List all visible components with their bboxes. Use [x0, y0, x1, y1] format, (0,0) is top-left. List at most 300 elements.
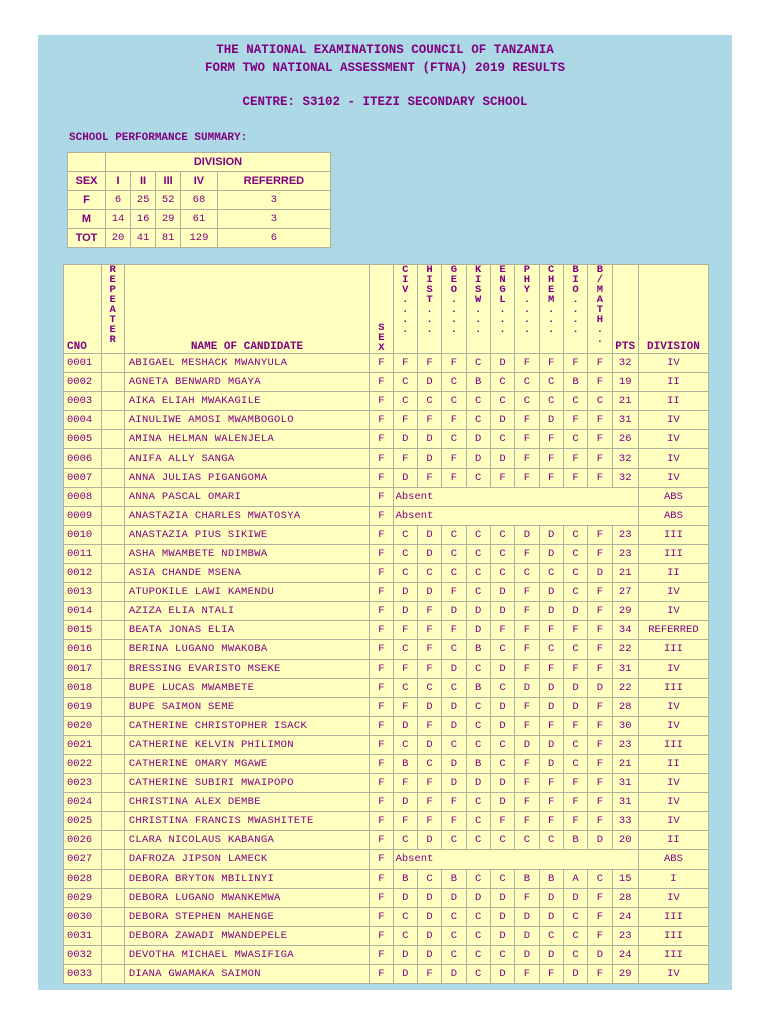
subject-grade: D [393, 793, 417, 812]
subject-grade: C [563, 926, 587, 945]
subject-grade: D [442, 659, 466, 678]
candidate-sex: F [370, 525, 393, 544]
performance-summary-table [67, 152, 331, 248]
subject-grade: D [417, 831, 441, 850]
repeater-cell [101, 735, 124, 754]
subject-grade: F [539, 774, 563, 793]
subject-grade: C [539, 564, 563, 583]
subject-grade: F [563, 449, 587, 468]
subject-grade: C [563, 640, 587, 659]
candidate-sex: F [370, 907, 393, 926]
candidate-division: III [638, 640, 708, 659]
subject-grade: F [515, 754, 539, 773]
candidate-division: IV [638, 888, 708, 907]
candidate-results-table [63, 264, 709, 984]
candidate-number: 0021 [64, 735, 102, 754]
subject-grade: F [393, 449, 417, 468]
subject-grade: D [515, 735, 539, 754]
subject-grade: D [490, 793, 514, 812]
subject-grade: B [393, 754, 417, 773]
subject-grade: F [515, 812, 539, 831]
candidate-row [64, 812, 709, 831]
subject-grade: F [563, 411, 587, 430]
repeater-cell [101, 716, 124, 735]
subject-grade: C [442, 926, 466, 945]
subject-grade: D [393, 965, 417, 984]
subject-grade: C [442, 392, 466, 411]
subject-grade: C [442, 831, 466, 850]
subject-grade: F [563, 621, 587, 640]
subject-grade: C [393, 735, 417, 754]
subject-grade: F [393, 774, 417, 793]
candidate-number: 0023 [64, 774, 102, 793]
subject-grade: C [466, 659, 490, 678]
subject-grade: C [563, 754, 587, 773]
subject-grade: D [417, 373, 441, 392]
candidate-division: IV [638, 716, 708, 735]
col-header: REFERRED [217, 172, 330, 191]
subject-grade: F [417, 411, 441, 430]
subject-grade: F [515, 659, 539, 678]
subject-grade: F [442, 793, 466, 812]
subject-grade: F [539, 716, 563, 735]
candidate-sex: F [370, 754, 393, 773]
candidate-sex: F [370, 544, 393, 563]
subject-grade: F [588, 602, 612, 621]
subject-grade: D [417, 544, 441, 563]
summary-value: 41 [131, 229, 156, 248]
candidate-number: 0011 [64, 544, 102, 563]
subject-grade: C [466, 525, 490, 544]
subject-grade: C [442, 564, 466, 583]
subject-grade: D [490, 907, 514, 926]
candidate-row [64, 621, 709, 640]
candidate-name: ANIFA ALLY SANGA [124, 449, 369, 468]
subject-grade: D [442, 716, 466, 735]
candidate-sex: F [370, 659, 393, 678]
subject-grade: C [417, 392, 441, 411]
candidate-row [64, 735, 709, 754]
subject-grade: C [563, 544, 587, 563]
subject-grade: D [515, 907, 539, 926]
candidate-points: 24 [612, 907, 638, 926]
candidate-number: 0002 [64, 373, 102, 392]
candidate-name: ATUPOKILE LAWI KAMENDU [124, 583, 369, 602]
candidate-points: 33 [612, 812, 638, 831]
subject-grade: F [393, 354, 417, 373]
subject-grade: D [393, 945, 417, 964]
sex-label: M [68, 210, 106, 229]
subject-grade: F [588, 774, 612, 793]
subject-grade: D [417, 430, 441, 449]
candidate-sex: F [370, 640, 393, 659]
candidate-points: 32 [612, 354, 638, 373]
subject-grade: D [417, 449, 441, 468]
subject-grade: F [539, 621, 563, 640]
candidate-name: ASIA CHANDE MSENA [124, 564, 369, 583]
candidate-name: CATHERINE OMARY MGAWE [124, 754, 369, 773]
subject-grade: C [442, 544, 466, 563]
subject-grade: F [490, 468, 514, 487]
division-header: DIVISION [106, 153, 331, 172]
subject-grade: C [466, 735, 490, 754]
repeater-cell [101, 602, 124, 621]
sex-label: TOT [68, 229, 106, 248]
candidate-sex: F [370, 430, 393, 449]
candidate-name: BRESSING EVARISTO MSEKE [124, 659, 369, 678]
subject-grade: F [417, 640, 441, 659]
candidate-name: AZIZA ELIA NTALI [124, 602, 369, 621]
summary-value: 68 [181, 191, 218, 210]
subject-grade: F [393, 621, 417, 640]
candidate-name: BUPE LUCAS MWAMBETE [124, 678, 369, 697]
repeater-cell [101, 754, 124, 773]
candidate-sex: F [370, 678, 393, 697]
candidate-row [64, 640, 709, 659]
candidate-points: 31 [612, 793, 638, 812]
candidate-number: 0017 [64, 659, 102, 678]
subject-grade: D [539, 525, 563, 544]
subject-grade: C [466, 793, 490, 812]
subject-grade: B [563, 373, 587, 392]
subject-grade: C [490, 869, 514, 888]
subject-grade: B [563, 831, 587, 850]
subject-grade: C [466, 907, 490, 926]
subject-grade: C [490, 945, 514, 964]
subject-grade: F [588, 468, 612, 487]
candidate-row [64, 392, 709, 411]
candidate-sex: F [370, 812, 393, 831]
subject-grade: F [417, 621, 441, 640]
candidate-number: 0014 [64, 602, 102, 621]
candidate-row [64, 430, 709, 449]
repeater-cell [101, 525, 124, 544]
subject-grade: F [442, 468, 466, 487]
candidate-division: II [638, 564, 708, 583]
repeater-cell [101, 449, 124, 468]
subject-grade: D [490, 354, 514, 373]
subject-grade: C [490, 754, 514, 773]
subject-grade: D [539, 697, 563, 716]
repeater-cell [101, 965, 124, 984]
repeater-cell [101, 926, 124, 945]
subject-grade: F [588, 583, 612, 602]
subject-grade: B [466, 754, 490, 773]
candidate-division: III [638, 678, 708, 697]
candidate-row [64, 793, 709, 812]
candidate-name: ABIGAEL MESHACK MWANYULA [124, 354, 369, 373]
candidate-name: DEBORA STEPHEN MAHENGE [124, 907, 369, 926]
subject-grade: F [563, 812, 587, 831]
subject-grade: D [442, 965, 466, 984]
candidate-number: 0006 [64, 449, 102, 468]
candidate-row [64, 869, 709, 888]
subject-header-kisw: K I S W . . . [466, 265, 490, 354]
candidate-division: IV [638, 793, 708, 812]
candidate-division: IV [638, 411, 708, 430]
subject-grade: F [515, 583, 539, 602]
subject-grade: D [442, 754, 466, 773]
subject-grade: C [442, 907, 466, 926]
candidate-number: 0033 [64, 965, 102, 984]
candidate-division: III [638, 907, 708, 926]
subject-grade: C [490, 430, 514, 449]
candidate-points: 34 [612, 621, 638, 640]
candidate-sex: F [370, 468, 393, 487]
subject-grade: C [515, 392, 539, 411]
subject-grade: C [466, 926, 490, 945]
cno-header: CNO [64, 265, 102, 354]
subject-grade: D [539, 754, 563, 773]
subject-grade: C [588, 869, 612, 888]
candidate-division: IV [638, 468, 708, 487]
subject-grade: F [442, 621, 466, 640]
subject-grade: F [442, 449, 466, 468]
candidate-sex: F [370, 965, 393, 984]
candidate-number: 0032 [64, 945, 102, 964]
subject-grade: D [539, 678, 563, 697]
subject-grade: D [442, 697, 466, 716]
subject-grade: B [539, 869, 563, 888]
subject-grade: F [442, 583, 466, 602]
candidate-name: CATHERINE CHRISTOPHER ISACK [124, 716, 369, 735]
candidate-division: IV [638, 697, 708, 716]
summary-value: 61 [181, 210, 218, 229]
candidate-name: DAFROZA JIPSON LAMECK [124, 850, 369, 869]
candidate-name: CLARA NICOLAUS KABANGA [124, 831, 369, 850]
candidate-points: 27 [612, 583, 638, 602]
subject-grade: C [563, 583, 587, 602]
candidate-sex: F [370, 487, 393, 506]
subject-grade: C [393, 373, 417, 392]
candidate-number: 0027 [64, 850, 102, 869]
candidate-number: 0005 [64, 430, 102, 449]
candidate-name: DEBORA BRYTON MBILINYI [124, 869, 369, 888]
subject-grade: D [417, 926, 441, 945]
candidate-points: 22 [612, 678, 638, 697]
candidate-name: AINULIWE AMOSI MWAMBOGOLO [124, 411, 369, 430]
repeater-header: R E P E A T E R [101, 265, 124, 354]
candidate-division: III [638, 525, 708, 544]
candidate-number: 0019 [64, 697, 102, 716]
subject-grade: F [563, 793, 587, 812]
subject-grade: C [490, 831, 514, 850]
subject-grade: D [563, 678, 587, 697]
candidate-sex: F [370, 716, 393, 735]
subject-grade: D [490, 716, 514, 735]
subject-grade: C [442, 678, 466, 697]
subject-grade: F [417, 793, 441, 812]
candidate-sex: F [370, 373, 393, 392]
subject-grade: C [490, 392, 514, 411]
subject-grade: F [588, 640, 612, 659]
repeater-cell [101, 907, 124, 926]
candidate-sex: F [370, 888, 393, 907]
subject-grade: F [539, 354, 563, 373]
subject-grade: C [393, 926, 417, 945]
subject-grade: F [539, 793, 563, 812]
absent-cell: Absent [393, 487, 638, 506]
candidate-points: 31 [612, 411, 638, 430]
subject-grade: C [442, 945, 466, 964]
subject-grade: C [466, 564, 490, 583]
subject-grade: F [442, 812, 466, 831]
results-page [38, 35, 732, 990]
subject-grade: D [417, 945, 441, 964]
subject-grade: F [588, 697, 612, 716]
candidate-points: 29 [612, 965, 638, 984]
subject-grade: F [515, 430, 539, 449]
candidate-sex: F [370, 793, 393, 812]
subject-grade: D [490, 774, 514, 793]
subject-grade: F [417, 716, 441, 735]
candidate-name: DEBORA ZAWADI MWANDEPELE [124, 926, 369, 945]
subject-grade: D [442, 774, 466, 793]
subject-grade: F [588, 793, 612, 812]
candidate-sex: F [370, 564, 393, 583]
subject-grade: C [466, 965, 490, 984]
council-title: THE NATIONAL EXAMINATIONS COUNCIL OF TANZANIA [216, 43, 554, 57]
candidate-number: 0024 [64, 793, 102, 812]
subject-grade: C [417, 564, 441, 583]
subject-grade: D [490, 965, 514, 984]
subject-grade: D [539, 602, 563, 621]
subject-grade: D [563, 888, 587, 907]
candidate-sex: F [370, 945, 393, 964]
subject-grade: F [539, 430, 563, 449]
repeater-cell [101, 354, 124, 373]
summary-blank-cell [68, 153, 106, 172]
candidate-number: 0013 [64, 583, 102, 602]
subject-grade: F [490, 621, 514, 640]
candidate-number: 0031 [64, 926, 102, 945]
subject-grade: F [515, 716, 539, 735]
subject-grade: C [490, 678, 514, 697]
subject-grade: D [417, 735, 441, 754]
subject-grade: F [515, 621, 539, 640]
candidate-points: 23 [612, 735, 638, 754]
subject-grade: C [490, 640, 514, 659]
candidate-name: ASHA MWAMBETE NDIMBWA [124, 544, 369, 563]
subject-grade: C [539, 926, 563, 945]
subject-grade: F [393, 659, 417, 678]
candidate-points: 23 [612, 926, 638, 945]
col-header: IV [181, 172, 218, 191]
candidate-row [64, 354, 709, 373]
subject-grade: F [393, 812, 417, 831]
repeater-cell [101, 678, 124, 697]
subject-grade: D [539, 945, 563, 964]
subject-grade: F [417, 812, 441, 831]
subject-grade: D [466, 774, 490, 793]
subject-grade: C [466, 831, 490, 850]
subject-grade: D [588, 945, 612, 964]
repeater-cell [101, 487, 124, 506]
subject-grade: C [490, 544, 514, 563]
subject-grade: F [417, 602, 441, 621]
subject-grade: F [515, 602, 539, 621]
subject-grade: F [417, 659, 441, 678]
subject-grade: B [466, 373, 490, 392]
candidate-sex: F [370, 735, 393, 754]
subject-grade: D [393, 716, 417, 735]
candidate-points: 19 [612, 373, 638, 392]
candidate-points: 20 [612, 831, 638, 850]
repeater-cell [101, 831, 124, 850]
repeater-cell [101, 869, 124, 888]
candidate-division: III [638, 926, 708, 945]
subject-grade: D [563, 965, 587, 984]
subject-grade: F [563, 716, 587, 735]
subject-grade: F [442, 354, 466, 373]
candidate-points: 15 [612, 869, 638, 888]
subject-grade: F [563, 354, 587, 373]
subject-grade: C [563, 945, 587, 964]
candidate-name: DEBORA LUGANO MWANKEMWA [124, 888, 369, 907]
subject-grade: D [393, 602, 417, 621]
exam-title: FORM TWO NATIONAL ASSESSMENT (FTNA) 2019 RESULTS [204, 61, 566, 75]
subject-grade: F [515, 793, 539, 812]
subject-grade: C [539, 392, 563, 411]
subject-grade: F [588, 965, 612, 984]
subject-grade: D [393, 888, 417, 907]
subject-grade: D [417, 583, 441, 602]
subject-grade: D [563, 602, 587, 621]
candidate-sex: F [370, 602, 393, 621]
subject-grade: A [563, 869, 587, 888]
repeater-cell [101, 621, 124, 640]
subject-grade: C [490, 735, 514, 754]
subject-grade: F [539, 812, 563, 831]
sex-label: F [68, 191, 106, 210]
repeater-cell [101, 392, 124, 411]
subject-grade: C [563, 735, 587, 754]
subject-grade: C [393, 907, 417, 926]
candidate-division: II [638, 831, 708, 850]
subject-header-bio: B I O . . . . [563, 265, 587, 354]
repeater-cell [101, 640, 124, 659]
candidate-sex: F [370, 506, 393, 525]
candidate-points: 26 [612, 430, 638, 449]
candidate-row [64, 487, 709, 506]
candidate-division: II [638, 392, 708, 411]
centre-title: CENTRE: S3102 - ITEZI SECONDARY SCHOOL [242, 95, 528, 109]
subject-grade: C [539, 373, 563, 392]
candidate-points: 30 [612, 716, 638, 735]
candidate-number: 0009 [64, 506, 102, 525]
summary-value: 52 [156, 191, 181, 210]
candidate-division: IV [638, 583, 708, 602]
subject-grade: C [393, 392, 417, 411]
subject-grade: B [442, 869, 466, 888]
subject-grade: F [563, 468, 587, 487]
candidate-name: BEATA JONAS ELIA [124, 621, 369, 640]
subject-grade: C [515, 564, 539, 583]
repeater-cell [101, 812, 124, 831]
subject-grade: D [417, 525, 441, 544]
repeater-cell [101, 850, 124, 869]
candidate-points: 28 [612, 888, 638, 907]
summary-value: 16 [131, 210, 156, 229]
candidate-name: BERINA LUGANO MWAKOBA [124, 640, 369, 659]
candidate-number: 0030 [64, 907, 102, 926]
candidate-row [64, 659, 709, 678]
subject-header-hist: H I S T . . . [417, 265, 441, 354]
candidate-division: ABS [638, 850, 708, 869]
subject-grade: F [588, 812, 612, 831]
subject-grade: F [417, 468, 441, 487]
repeater-cell [101, 697, 124, 716]
